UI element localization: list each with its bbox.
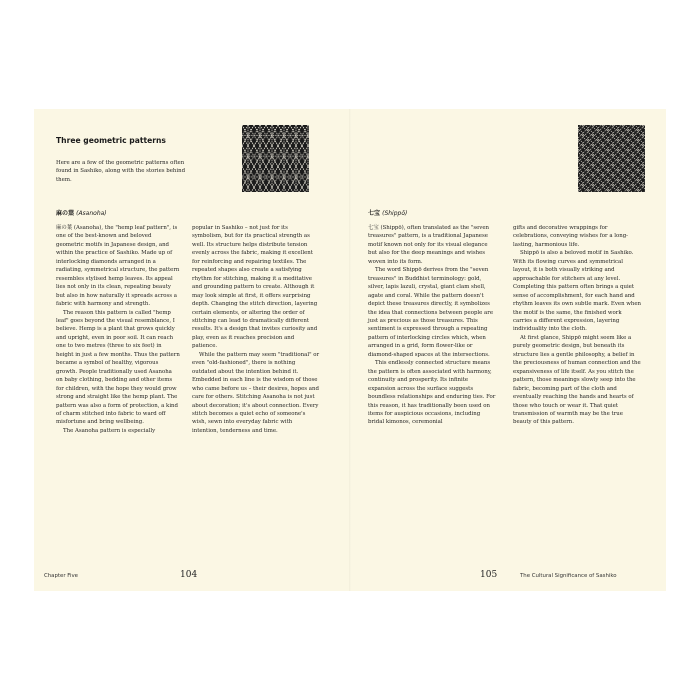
right-column-1 <box>368 224 496 427</box>
asanoha-heading-kanji: 麻の葉 <box>56 210 75 217</box>
intro-paragraph: Here are a few of the geometric patterns often found in Sashiko, along with the stories behind them. <box>56 160 186 183</box>
asanoha-pattern-graphic <box>242 125 309 192</box>
page-number: 104 <box>180 570 198 580</box>
chapter-footer: Chapter Five <box>44 573 78 579</box>
shippo-heading-romaji: (Shippō) <box>382 210 408 217</box>
paragraph: The reason this pattern is called "hemp leaf" goes beyond the visual resemblance, I believe. Hemp is a plant that grows quickly and upright, even in poor soil. It can reach one to two metres (three to six feet) in height in just a few months. Thus the pattern became a symbol of healthy, vigorous growth. People traditionally used Asanoha on baby clothing, bedding and other items for children, with the hope they would grow strong and straight like the hemp plant. The pattern was also a form of protection, a kind of charm stitched into fabric to ward off misfortune and bring wellbeing. <box>56 309 180 426</box>
right-column-2 <box>513 224 641 427</box>
paragraph: At first glance, Shippō might seem like a purely geometric design, but beneath its structure lies a gentle philosophy, a belief in the preciousness of human connection and the expansiveness of life itself. As you stitch the pattern, those meanings slowly seep into the fabric, becoming part of the cloth and eventually reaching the hands and hearts of those who touch or wear it. That quiet transmission of warmth may be the true beauty of this pattern. <box>513 334 641 426</box>
shippo-heading <box>368 208 407 217</box>
paragraph: 七宝 (Shippō), often translated as the "seven treasures" pattern, is a traditional Japanese motif known not only for its visual elegance but also for the deep meanings and wishes woven into its form. <box>368 225 489 265</box>
paragraph: popular in Sashiko – not just for its symbolism, but for its practical strength as well. Its structure helps distribute tension evenly across the fabric, making it excellent for reinforcing and repairing textiles. The repeated shapes also create a satisfying rhythm for stitching, making it a meditative and grounding pattern to create. Although it may look simple at first, it offers surprising depth. Changing the stitch direction, layering certain elements, or altering the order of stitching can lead to dramatically different results. It's a design that invites curiosity and play, even as it reaches precision and patience. <box>192 225 318 350</box>
asanoha-heading <box>56 208 107 217</box>
paragraph: The Asanoha pattern is especially <box>63 427 156 434</box>
shippo-heading-kanji: 七宝 <box>368 210 381 217</box>
paragraph: gifts and decorative wrappings for celebrations, conveying wishes for a long-lasting, harmonious life. <box>513 225 628 248</box>
asanoha-swatch-image <box>242 125 309 192</box>
right-page <box>350 109 666 591</box>
shippo-swatch-image <box>578 125 645 192</box>
book-spread <box>34 109 666 591</box>
left-column-1 <box>56 224 180 435</box>
section-title: Three geometric patterns <box>56 136 166 145</box>
paragraph: 麻の葉 (Asanoha), the "hemp leaf pattern", is one of the best-known and beloved geometric motifs in Japanese design, and within the practice of Sashiko. Made up of interlocking diamonds arranged in a radiating, symmetrical structure, the pattern resembles stylised hemp leaves. Its appeal lies not only in its clean, repeating beauty but also in how naturally it spreads across a fabric with harmony and strength. <box>56 225 180 308</box>
left-column-2 <box>192 224 320 435</box>
left-page <box>34 109 350 591</box>
paragraph: The word Shippō derives from the "seven treasures" in Buddhist terminology: gold, silver, lapis lazuli, crystal, giant clam shell, agate and coral. While the pattern doesn't depict these treasures directly, it symbolizes the idea that connections between people are just as precious as those treasures. This sentiment is expressed through a repeating pattern of interlocking circles which, when arranged in a grid, form flower-like or diamond-shaped spaces at the intersections. <box>368 267 494 358</box>
asanoha-heading-romaji: (Asanoha) <box>76 210 107 217</box>
page-number: 105 <box>480 570 498 580</box>
shippo-pattern-graphic <box>578 125 645 192</box>
chapter-footer: The Cultural Significance of Sashiko <box>520 573 617 579</box>
paragraph: While the pattern may seem "traditional" or even "old-fashioned", there is nothing outdated about the intention behind it. Embedded in each line is the wisdom of those who came before us – their desires, hopes and care for others. Stitching Asanoha is not just about decoration; it's about connection. Every stitch becomes a quiet echo of someone's wish, sewn into everyday fabric with intention, tenderness and time. <box>192 351 320 434</box>
paragraph: Shippō is also a beloved motif in Sashiko. With its flowing curves and symmetrical layout, it is both visually striking and approachable for stitchers at any level. Completing this pattern often brings a quiet sense of accomplishment, for each hand and rhythm leaves its own subtle mark. Even when the motif is the same, the finished work carries a different expression, layering individuality into the cloth. <box>513 250 641 333</box>
paragraph: This endlessly connected structure means the pattern is often associated with harmony, continuity and prosperity. Its infinite expansion across the surface suggests boundless relationships and enduring ties. For this reason, it has traditionally been used on items for auspicious occasions, including bridal kimonos, ceremonial <box>368 360 496 426</box>
